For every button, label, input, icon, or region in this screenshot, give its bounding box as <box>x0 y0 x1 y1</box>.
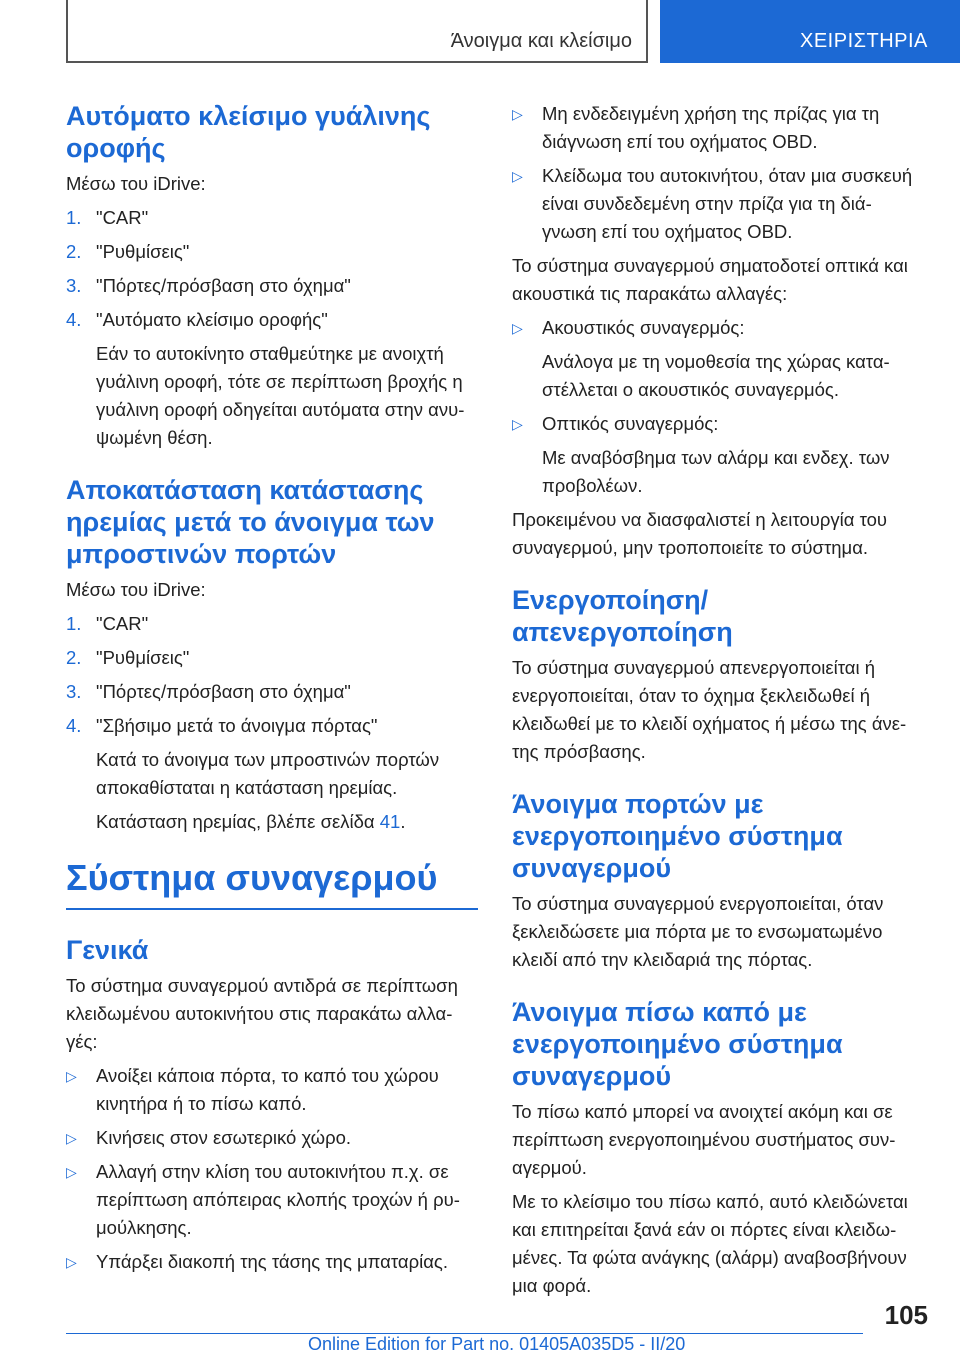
triangle-bullet-icon: ▷ <box>66 1130 77 1146</box>
left-column <box>66 100 478 1282</box>
list-item: ▷ Μη ενδεδειγμένη χρήση της πρίζας για τη διάγνωση επί του οχήματος OBD. <box>512 100 924 156</box>
list-item: ▷ Ακουστικός συναγερμός: <box>512 314 924 342</box>
steps-list <box>66 610 478 740</box>
section-heading-general: Γενικά <box>66 935 149 965</box>
page-number: 105 <box>884 1300 928 1330</box>
paragraph: Προκειμένου να διασφαλιστεί η λειτουργία του συναγερμού, μην τροποποιείτε το σύστημα. <box>512 509 888 558</box>
chapter-heading: Σύστημα συναγερμού <box>66 857 438 898</box>
triangle-bullet-icon: ▷ <box>512 106 523 122</box>
intro-text: Μέσω του iDrive: <box>66 579 206 600</box>
list-item: 1. "CAR" <box>66 613 149 634</box>
header-tab[interactable] <box>660 0 960 63</box>
paragraph: Με το κλείσιμο του πίσω καπό, αυτό κλειδώνεται και επιτηρείται ξανά εάν οι πόρτες είναι κλειδω- μένες. Τα φώτα ανάγκης (αλάρμ) αναβοσβήνουν μια φορά. <box>512 1191 908 1296</box>
list-item: ▷ Υπάρξει διακοπή της τάσης της μπαταρίας. <box>66 1248 478 1276</box>
steps-list <box>66 204 478 334</box>
section-heading-activation: Ενεργοποίηση/απενεργοποίηση <box>512 585 733 647</box>
section-heading-open-doors: Άνοιγμα πορτών με ενεργοποιημένο σύστημα συναγερμού <box>512 789 843 883</box>
bullet-list <box>512 410 924 438</box>
list-item: 3. "Πόρτες/πρόσβαση στο όχημα" <box>66 681 351 702</box>
cross-reference: Κατάσταση ηρεμίας, βλέπε σελίδα 41. <box>96 811 406 832</box>
note-text: Εάν το αυτοκίνητο σταθμεύτηκε με ανοιχτή γυάλινη οροφή, τότε σε περίπτωση βροχής η γυάλινη οροφή οδηγείται αυτόματα στην ανυ- ψωμένη θέση. <box>96 343 465 448</box>
list-item: 4. "Αυτόματο κλείσιμο οροφής" <box>66 309 328 330</box>
triangle-bullet-icon: ▷ <box>512 168 523 184</box>
list-item: ▷ Οπτικός συναγερμός: <box>512 410 924 438</box>
list-item: ▷ Ανοίξει κάποια πόρτα, το καπό του χώρου κινητήρα ή το πίσω καπό. <box>66 1062 478 1118</box>
list-item: 1. "CAR" <box>66 207 149 228</box>
list-item: 3. "Πόρτες/πρόσβαση στο όχημα" <box>66 275 351 296</box>
paragraph: Το πίσω καπό μπορεί να ανοιχτεί ακόμη και σε περίπτωση ενεργοποιημένου συστήματος συν- αγερμού. <box>512 1101 896 1178</box>
paragraph: Το σύστημα συναγερμού ενεργοποιείται, όταν ξεκλειδώσετε μια πόρτα με το ενσωματωμένο κλειδί από την κλειδαριά της πόρτας. <box>512 893 884 970</box>
list-item: 2. "Ρυθμίσεις" <box>66 647 190 668</box>
footer-edition: Online Edition for Part no. 01405A035D5 - II/20 <box>308 1334 686 1354</box>
bullet-list <box>512 100 924 246</box>
section-heading-open-tailgate: Άνοιγμα πίσω καπό με ενεργοποιημένο σύστημα συναγερμού <box>512 997 843 1091</box>
triangle-bullet-icon: ▷ <box>512 320 523 336</box>
triangle-bullet-icon: ▷ <box>512 416 523 432</box>
right-column <box>512 100 924 1306</box>
intro-text: Μέσω του iDrive: <box>66 173 206 194</box>
intro-text: Το σύστημα συναγερμού αντιδρά σε περίπτωση κλειδωμένου αυτοκινήτου στις παρακάτω αλλα- γές: <box>66 975 458 1052</box>
list-item: ▷ Κλείδωμα του αυτοκινήτου, όταν μια συσκευή είναι συνδεδεμένη στην πρίζα για τη διά- γνωση επί του οχήματος OBD. <box>512 162 924 246</box>
header-box <box>66 0 648 63</box>
list-item: ▷ Κινήσεις στον εσωτερικό χώρο. <box>66 1124 478 1152</box>
bullet-list <box>66 1062 478 1276</box>
paragraph: Το σύστημα συναγερμού σηματοδοτεί οπτικά και ακουστικά τις παρακάτω αλλαγές: <box>512 255 908 304</box>
triangle-bullet-icon: ▷ <box>66 1164 77 1180</box>
section-heading-auto-close: Αυτόματο κλείσιμο γυάλινης οροφής <box>66 101 431 163</box>
list-item: 2. "Ρυθμίσεις" <box>66 241 190 262</box>
bullet-list <box>512 314 924 342</box>
list-item: ▷ Αλλαγή στην κλίση του αυτοκινήτου π.χ. σε περίπτωση απόπειρας κλοπής τροχών ή ρυ- μούλκησης. <box>66 1158 478 1242</box>
sub-text: Με αναβόσβημα των αλάρμ και ενδεχ. των προβολέων. <box>542 447 890 496</box>
triangle-bullet-icon: ▷ <box>66 1254 77 1270</box>
list-item: 4. "Σβήσιμο μετά το άνοιγμα πόρτας" <box>66 715 378 736</box>
section-heading-restore-rest: Αποκατάσταση κατάστασης ηρεμίας μετά το άνοιγμα των μπροστινών πορτών <box>66 475 435 569</box>
paragraph: Το σύστημα συναγερμού απενεργοποιείται ή ενεργοποιείται, όταν το όχημα ξεκλειδωθεί ή κλειδωθεί με το κλειδί οχήματος ή μέσω της άνε- της πρόσβασης. <box>512 657 907 762</box>
header-title: Άνοιγμα και κλείσιμο <box>450 30 632 52</box>
triangle-bullet-icon: ▷ <box>66 1068 77 1084</box>
chapter-heading-wrap <box>66 856 478 910</box>
header-tab-label: ΧΕΙΡΙΣΤΗΡΙΑ <box>800 30 928 52</box>
sub-text: Ανάλογα με τη νομοθεσία της χώρας κατα- στέλλεται ο ακουστικός συναγερμός. <box>542 351 890 400</box>
page-link[interactable]: 41 <box>379 811 401 832</box>
note-text: Κατά το άνοιγμα των μπροστινών πορτών αποκαθίσταται η κατάσταση ηρεμίας. <box>96 749 440 798</box>
